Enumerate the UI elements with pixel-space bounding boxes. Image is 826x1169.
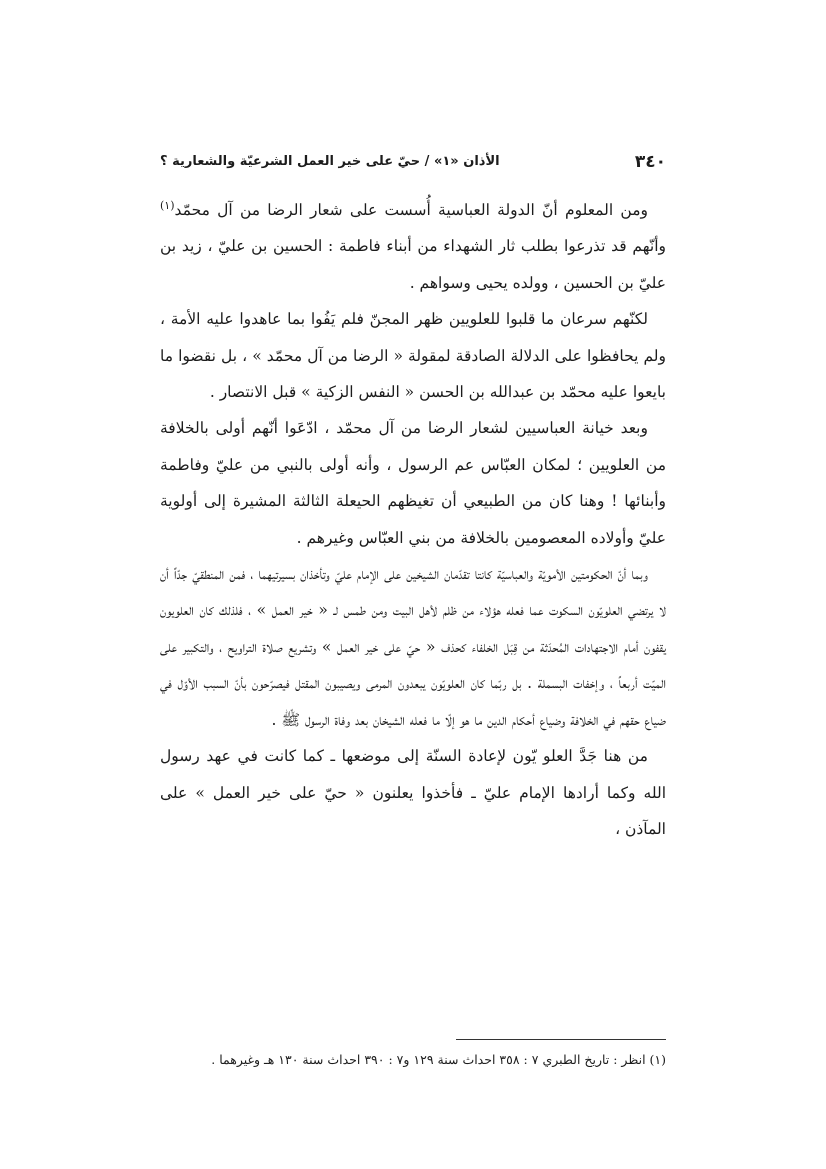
paragraph-3: وبعد خيانة العباسيين لشعار الرضا من آل محمّد ، ادّعَوا أنّهم أولى بالخلافة من العلويين ؛ لمكان العبّاس عم الرسول ، وأنه أولى بالنبي من عليّ وفاطمة وأبنائها ! وهنا كان من الطبيعي أن تغيظهم الحيعلة الثالثة المشيرة إلى أولوية عليّ وأولاده المعصومين بالخلافة من بني العبّاس وغيرهم . xyxy=(160,419,666,547)
paragraph-2: لكنّهم سرعان ما قلبوا للعلويين ظهر المجنّ فلم يَفُوا بما عاهدوا عليه الأمة ، ولم يحافظوا على الدلالة الصادقة لمقولة « الرضا من آل محمّد » ، بل نقضوا ما بايعوا عليه محمّد بن عبدالله بن الحسن « النفس الزكية » قبل الانتصار . xyxy=(160,310,666,402)
paragraph-5: من هنا جَدَّ العلو يّون لإعادة السنّة إلى موضعها ـ كما كانت في عهد رسول الله وكما أرادها الإمام عليّ ـ فأخذوا يعلنون « حيّ على خير العمل » على المآذن ، xyxy=(160,747,666,838)
running-title: الأذان «١» / حيّ على خير العمل الشرعيّة والشعارية ؟ xyxy=(160,154,500,169)
body-text xyxy=(160,192,666,847)
footnote-reference: (١) xyxy=(160,198,175,212)
paragraph-1-text-a: ومن المعلوم أنّ الدولة العباسية أُسست على شعار الرضا من آل محمّد xyxy=(174,201,648,219)
footnote-divider xyxy=(456,1039,666,1040)
footnote: (١) انظر : تاريخ الطبري ٧ : ٣٥٨ احداث سنة ١٢٩ و٧ : ٣٩٠ احداث سنة ١٣٠ هـ وغيرهما . xyxy=(211,1052,666,1067)
page-number: ٣٤٠ xyxy=(634,152,666,172)
paragraph-4: وبما أنّ الحكومتين الأمويّة والعباسيّة كانتا تقدّمان الشيخين على الإمام عليّ وتأخذان بسيرتيهما ، فمن المنطقيّ جدّاً أن لا يرتضي العلويّون السكوت عما فعله هؤلاء من ظلم لأهل البيت ومن طمس لـ « خير العمل » ، فلذلك كان العلويون يقفون أمام الاجتهادات المُحدَثة من قِبَل الخلفاء كحذف « حيّ على خير العمل » وتشريع صلاة التراويح ، والتكبير على الميّت أربعاً ، وإخفات البسملة . بل ربّما كان العلويّون يبعدون المرمى ويصيبون المقتل فيصرّحون بأنّ السبب الأوّل في ضياع حقهم في الخلافة وضياع أحكام الدين ما هو إلّا ما فعله الشيخان بعد وفاة الرسول ﷺ . xyxy=(160,565,666,729)
page-header xyxy=(160,152,666,176)
paragraph-1 xyxy=(160,192,666,301)
paragraph-1-text-b: وأنّهم قد تذرعوا بطلب ثار الشهداء من أبناء فاطمة : الحسين بن عليّ ، زيد بن عليّ بن الحسين ، وولده يحيى وسواهم . xyxy=(160,237,666,292)
